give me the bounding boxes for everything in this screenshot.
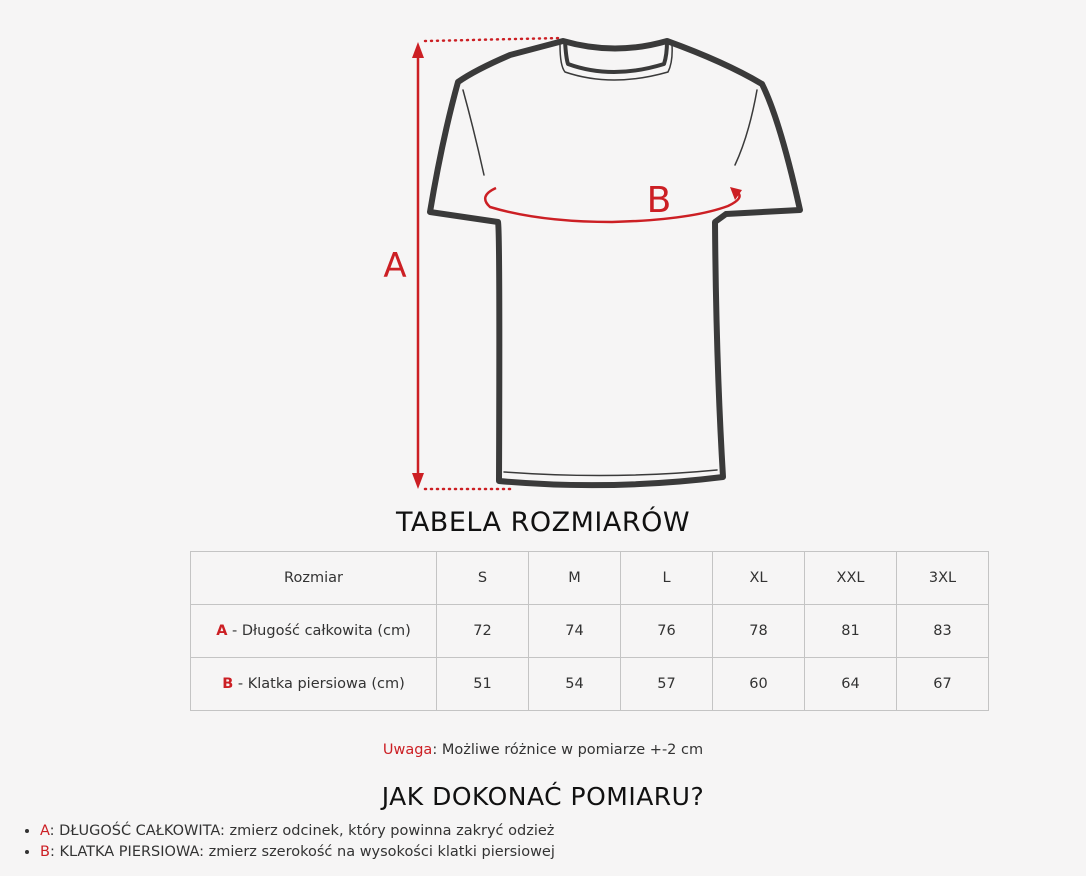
table-row-length (191, 605, 989, 658)
note-label: Uwaga (382, 742, 433, 758)
table-row-chest (191, 658, 989, 711)
table-cell: 81 (805, 605, 897, 658)
tshirt-outline (430, 41, 800, 485)
note-text: : Możliwe różnice w pomiarze +-2 cm (432, 742, 704, 758)
header-size-xl: XL (713, 552, 805, 605)
dimension-a (383, 38, 562, 489)
list-item (40, 821, 555, 842)
row-key-a: A (216, 623, 228, 639)
header-size-3xl: 3XL (897, 552, 989, 605)
table-cell: 64 (805, 658, 897, 711)
table-cell: 76 (621, 605, 713, 658)
header-size-m: M (529, 552, 621, 605)
howto-key-a: A (40, 823, 50, 839)
howto-text: : DŁUGOŚĆ CAŁKOWITA: zmierz odcinek, który powinna zakryć odzież (49, 823, 555, 839)
size-table (190, 551, 989, 711)
size-table-title: TABELA ROZMIARÓW (395, 507, 691, 538)
header-size-xxl: XXL (805, 552, 897, 605)
list-item (40, 842, 555, 863)
header-size-l: L (621, 552, 713, 605)
howto-list (20, 821, 555, 863)
table-cell: 60 (713, 658, 805, 711)
row-label-length (191, 605, 437, 658)
howto-key-b: B (40, 844, 50, 860)
row-key-b: B (222, 676, 234, 692)
row-label-text: - Długość całkowita (cm) (227, 623, 411, 639)
row-label-text: - Klatka piersiowa (cm) (233, 676, 405, 692)
dimension-b-label: B (646, 180, 672, 221)
header-size-s: S (437, 552, 529, 605)
size-table-header-row (191, 552, 989, 605)
dimension-b (485, 180, 742, 222)
header-size-label: Rozmiar (191, 552, 437, 605)
table-cell: 54 (529, 658, 621, 711)
row-label-chest (191, 658, 437, 711)
table-cell: 72 (437, 605, 529, 658)
howto-title: JAK DOKONAĆ POMIARU? (381, 782, 705, 811)
table-cell: 51 (437, 658, 529, 711)
measurement-note (0, 742, 1086, 758)
table-cell: 57 (621, 658, 713, 711)
howto-text: : KLATKA PIERSIOWA: zmierz szerokość na wysokości klatki piersiowej (49, 844, 555, 860)
table-cell: 83 (897, 605, 989, 658)
table-cell: 74 (529, 605, 621, 658)
table-cell: 67 (897, 658, 989, 711)
table-cell: 78 (713, 605, 805, 658)
dimension-a-label: A (383, 246, 407, 286)
